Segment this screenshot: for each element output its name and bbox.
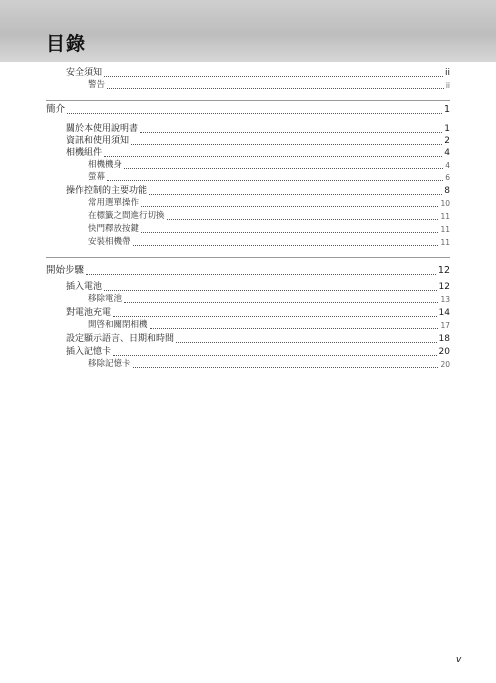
toc-entry-text: 開始步驟 [46, 265, 85, 276]
toc-entry-text: 安全須知 [66, 68, 103, 78]
toc-page-number: 12 [438, 282, 450, 292]
toc-page-number: 12 [437, 265, 450, 276]
toc-entry-text: 插入電池 [66, 282, 103, 292]
dot-leader [141, 206, 438, 207]
toc-entry-text: 簡介 [46, 104, 66, 115]
toc-page-number: ii [445, 81, 450, 90]
toc-page-number: 11 [440, 212, 450, 221]
toc-entry-camera-parts[interactable] [66, 147, 450, 159]
section-divider [46, 100, 450, 101]
toc-entry-text: 關於本使用說明書 [66, 124, 139, 134]
dot-leader [107, 88, 444, 89]
dot-leader [150, 328, 439, 329]
toc-page-number: 20 [440, 360, 450, 369]
toc-entry-text: 螢幕 [88, 172, 106, 182]
section-divider [46, 257, 450, 258]
toc-entry-insert-card[interactable] [66, 346, 450, 358]
toc-entry-text: 對電池充電 [66, 308, 112, 318]
toc-entry-text: 在標籤之間進行切換 [88, 211, 165, 221]
toc-entry-remove-card[interactable] [88, 359, 450, 370]
dot-leader [67, 113, 442, 114]
dot-leader [141, 232, 438, 233]
toc-entry-info-notes[interactable] [66, 135, 450, 147]
toc-page-number: 18 [438, 334, 450, 344]
dot-leader [104, 156, 442, 157]
toc-entry-shutter-button[interactable] [88, 224, 450, 235]
toc-page-number: 17 [440, 321, 450, 330]
dot-leader [140, 132, 442, 133]
toc-page-number: 1 [444, 124, 450, 134]
dot-leader [131, 144, 442, 145]
toc-page-number: 4 [444, 148, 450, 158]
toc-entry-text: 警告 [88, 80, 106, 90]
toc-entry-text: 插入記憶卡 [66, 347, 112, 357]
dot-leader [113, 316, 437, 317]
dot-leader [124, 168, 443, 169]
toc-entry-text: 開啓和關閉相機 [88, 320, 148, 330]
dot-leader [133, 245, 439, 246]
toc-entry-text: 資訊和使用須知 [66, 136, 130, 146]
toc-entry-getting-started[interactable] [46, 265, 450, 277]
toc-entry-text: 操作控制的主要功能 [66, 186, 148, 196]
toc-entry-safety[interactable] [66, 67, 450, 79]
toc-entry-camera-body[interactable] [88, 160, 450, 171]
toc-entry-text: 移除記憶卡 [88, 359, 131, 369]
toc-entry-text: 快門釋放按鍵 [88, 224, 140, 234]
toc-entry-about-manual[interactable] [66, 123, 450, 135]
toc-entry-warning[interactable] [88, 80, 450, 91]
dot-leader [104, 76, 443, 77]
toc-entry-monitor[interactable] [88, 172, 450, 183]
page-number: v [456, 655, 462, 665]
dot-leader [113, 355, 437, 356]
toc-entry-remove-battery[interactable] [88, 294, 450, 305]
toc-entry-menu-operations[interactable] [88, 198, 450, 209]
toc-page-number: 14 [438, 308, 450, 318]
toc-page-number: 11 [440, 238, 450, 247]
toc-entry-attach-strap[interactable] [88, 237, 450, 248]
dot-leader [149, 194, 442, 195]
toc-page-number: 4 [445, 161, 450, 170]
toc-page-number: 10 [440, 199, 450, 208]
dot-leader [124, 302, 438, 303]
dot-leader [86, 274, 436, 275]
toc-entry-text: 相機機身 [88, 160, 123, 170]
toc-page-number: 8 [444, 186, 450, 196]
toc-entry-insert-battery[interactable] [66, 281, 450, 293]
dot-leader [176, 342, 437, 343]
toc-entry-text: 安裝相機帶 [88, 237, 131, 247]
toc-entry-text: 設定顯示語言、日期和時間 [66, 334, 175, 344]
dot-leader [133, 367, 439, 368]
toc-page-number: 20 [438, 347, 450, 357]
toc-entry-text: 移除電池 [88, 294, 123, 304]
toc-entry-power-on-off[interactable] [88, 320, 450, 331]
toc-entry-text: 相機組件 [66, 148, 103, 158]
toc-page-number: 6 [445, 173, 450, 182]
toc-entry-charge-battery[interactable] [66, 307, 450, 319]
toc-page-number: 13 [440, 295, 450, 304]
dot-leader [104, 290, 437, 291]
toc-entry-text: 常用選單操作 [88, 198, 140, 208]
toc-page-number: 2 [444, 136, 450, 146]
toc-entry-switch-tabs[interactable] [88, 211, 450, 222]
toc-entry-language-date-time[interactable] [66, 333, 450, 345]
toc-page-number: 11 [440, 225, 450, 234]
toc-page-number: 1 [443, 104, 450, 115]
page-title: 目錄 [46, 33, 87, 55]
toc-page-number: ii [444, 68, 450, 78]
dot-leader [107, 180, 443, 181]
toc-entry-main-controls[interactable] [66, 185, 450, 197]
dot-leader [167, 219, 439, 220]
toc-entry-introduction[interactable] [46, 104, 450, 116]
